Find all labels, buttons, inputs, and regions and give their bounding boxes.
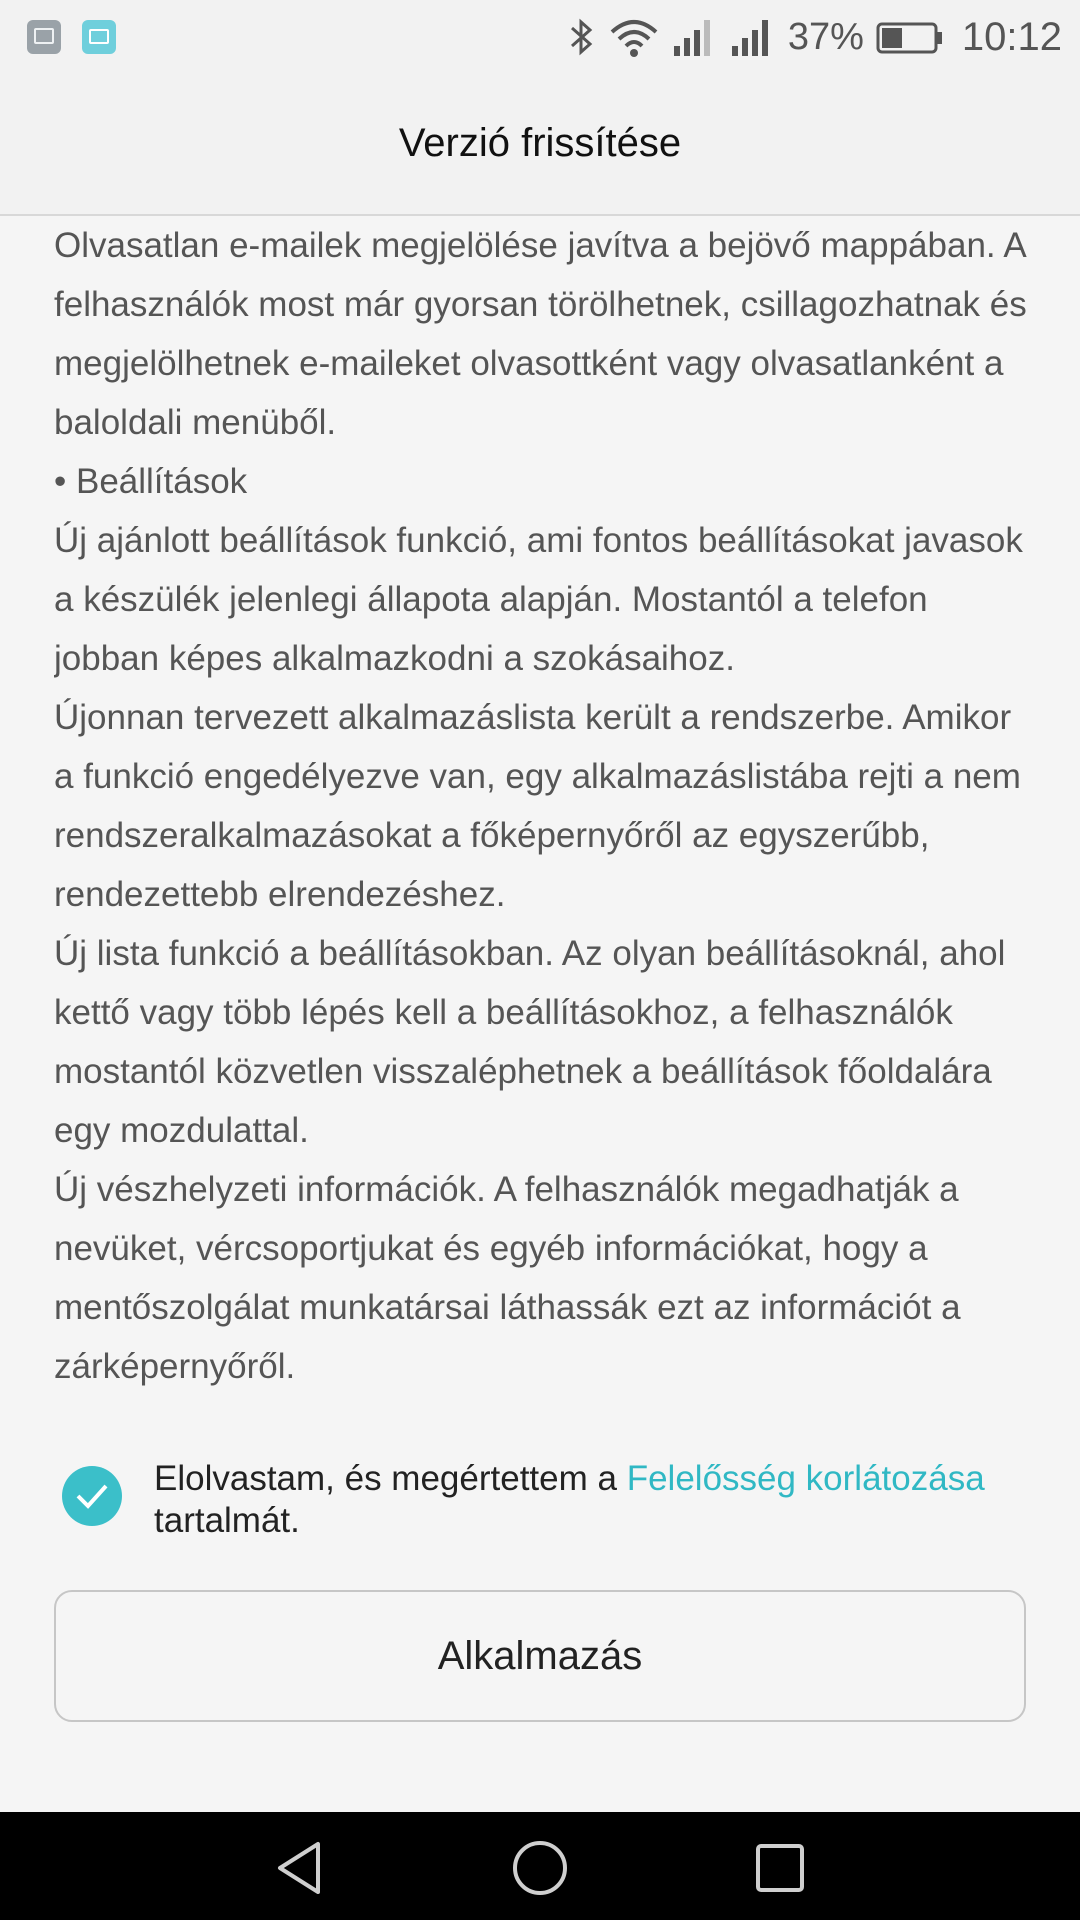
signal-icon-2 (730, 16, 776, 58)
back-icon[interactable] (270, 1838, 330, 1898)
changelog-paragraph: Újonnan tervezett alkalmazáslista került a rendszerbe. Amikor a funkció engedélyezve van, egy alkalmazáslistába rejti a nem rendszeralkalmazásokat a főképernyőről az egyszerűbb, rendezettebb elrendezéshez. (54, 698, 1021, 914)
app-header (0, 72, 1080, 216)
home-icon[interactable] (510, 1838, 570, 1898)
changelog-paragraph: Új vészhelyzeti információk. A felhasználók megadhatják a nevüket, vércsoportjukat és egyéb információkat, hogy a mentőszolgálat munkatársai láthassák ezt az információt a zárképernyőről. (54, 1170, 961, 1386)
disclaimer-link[interactable]: Felelősség korlátozása (626, 1459, 985, 1498)
agreement-text-after: tartalmát. (154, 1501, 300, 1540)
agreement-row[interactable] (62, 1458, 1022, 1548)
signal-icon (672, 16, 718, 58)
apply-button[interactable]: Alkalmazás (54, 1590, 1026, 1722)
battery-icon (876, 16, 944, 58)
agreement-text-before: Elolvastam, és megértettem a (154, 1459, 627, 1498)
bluetooth-icon (566, 16, 596, 58)
clock: 10:12 (961, 14, 1062, 59)
navigation-bar (0, 1812, 1080, 1920)
wifi-icon (608, 16, 660, 58)
page-title: Verzió frissítése (398, 120, 682, 165)
battery-percent: 37% (787, 15, 864, 58)
changelog-paragraph: • Beállítások (54, 462, 248, 501)
status-icons (566, 12, 1062, 62)
changelog-paragraph: Új ajánlott beállítások funkció, ami fontos beállításokat javasok a készülék jelenlegi állapota alapján. Mostantól a telefon jobban képes alkalmazkodni a szokásaihoz. (54, 521, 1023, 678)
recent-apps-icon[interactable] (750, 1838, 810, 1898)
agreement-checkbox[interactable] (62, 1466, 122, 1526)
status-bar (0, 0, 1080, 72)
agreement-text (154, 1458, 1074, 1542)
changelog-paragraph: Új lista funkció a beállításokban. Az olyan beállításoknál, ahol kettő vagy több lépés kell a beállításokhoz, a felhasználók mostantól közvetlen visszaléphetnek a beállítások főoldalára egy mozdulattal. (54, 934, 1006, 1150)
mail-notification-icon (82, 20, 116, 54)
changelog-text[interactable] (54, 214, 1034, 1406)
changelog-paragraph: Olvasatlan e-mailek megjelölése javítva a bejövő mappában. A felhasználók most már gyorsan törölhetnek, csillagozhatnak és megjelölhetnek e-maileket olvasottként vagy olvasatlanként a baloldali menüből. (54, 226, 1027, 442)
gallery-notification-icon (27, 20, 61, 54)
check-icon (75, 1481, 109, 1511)
